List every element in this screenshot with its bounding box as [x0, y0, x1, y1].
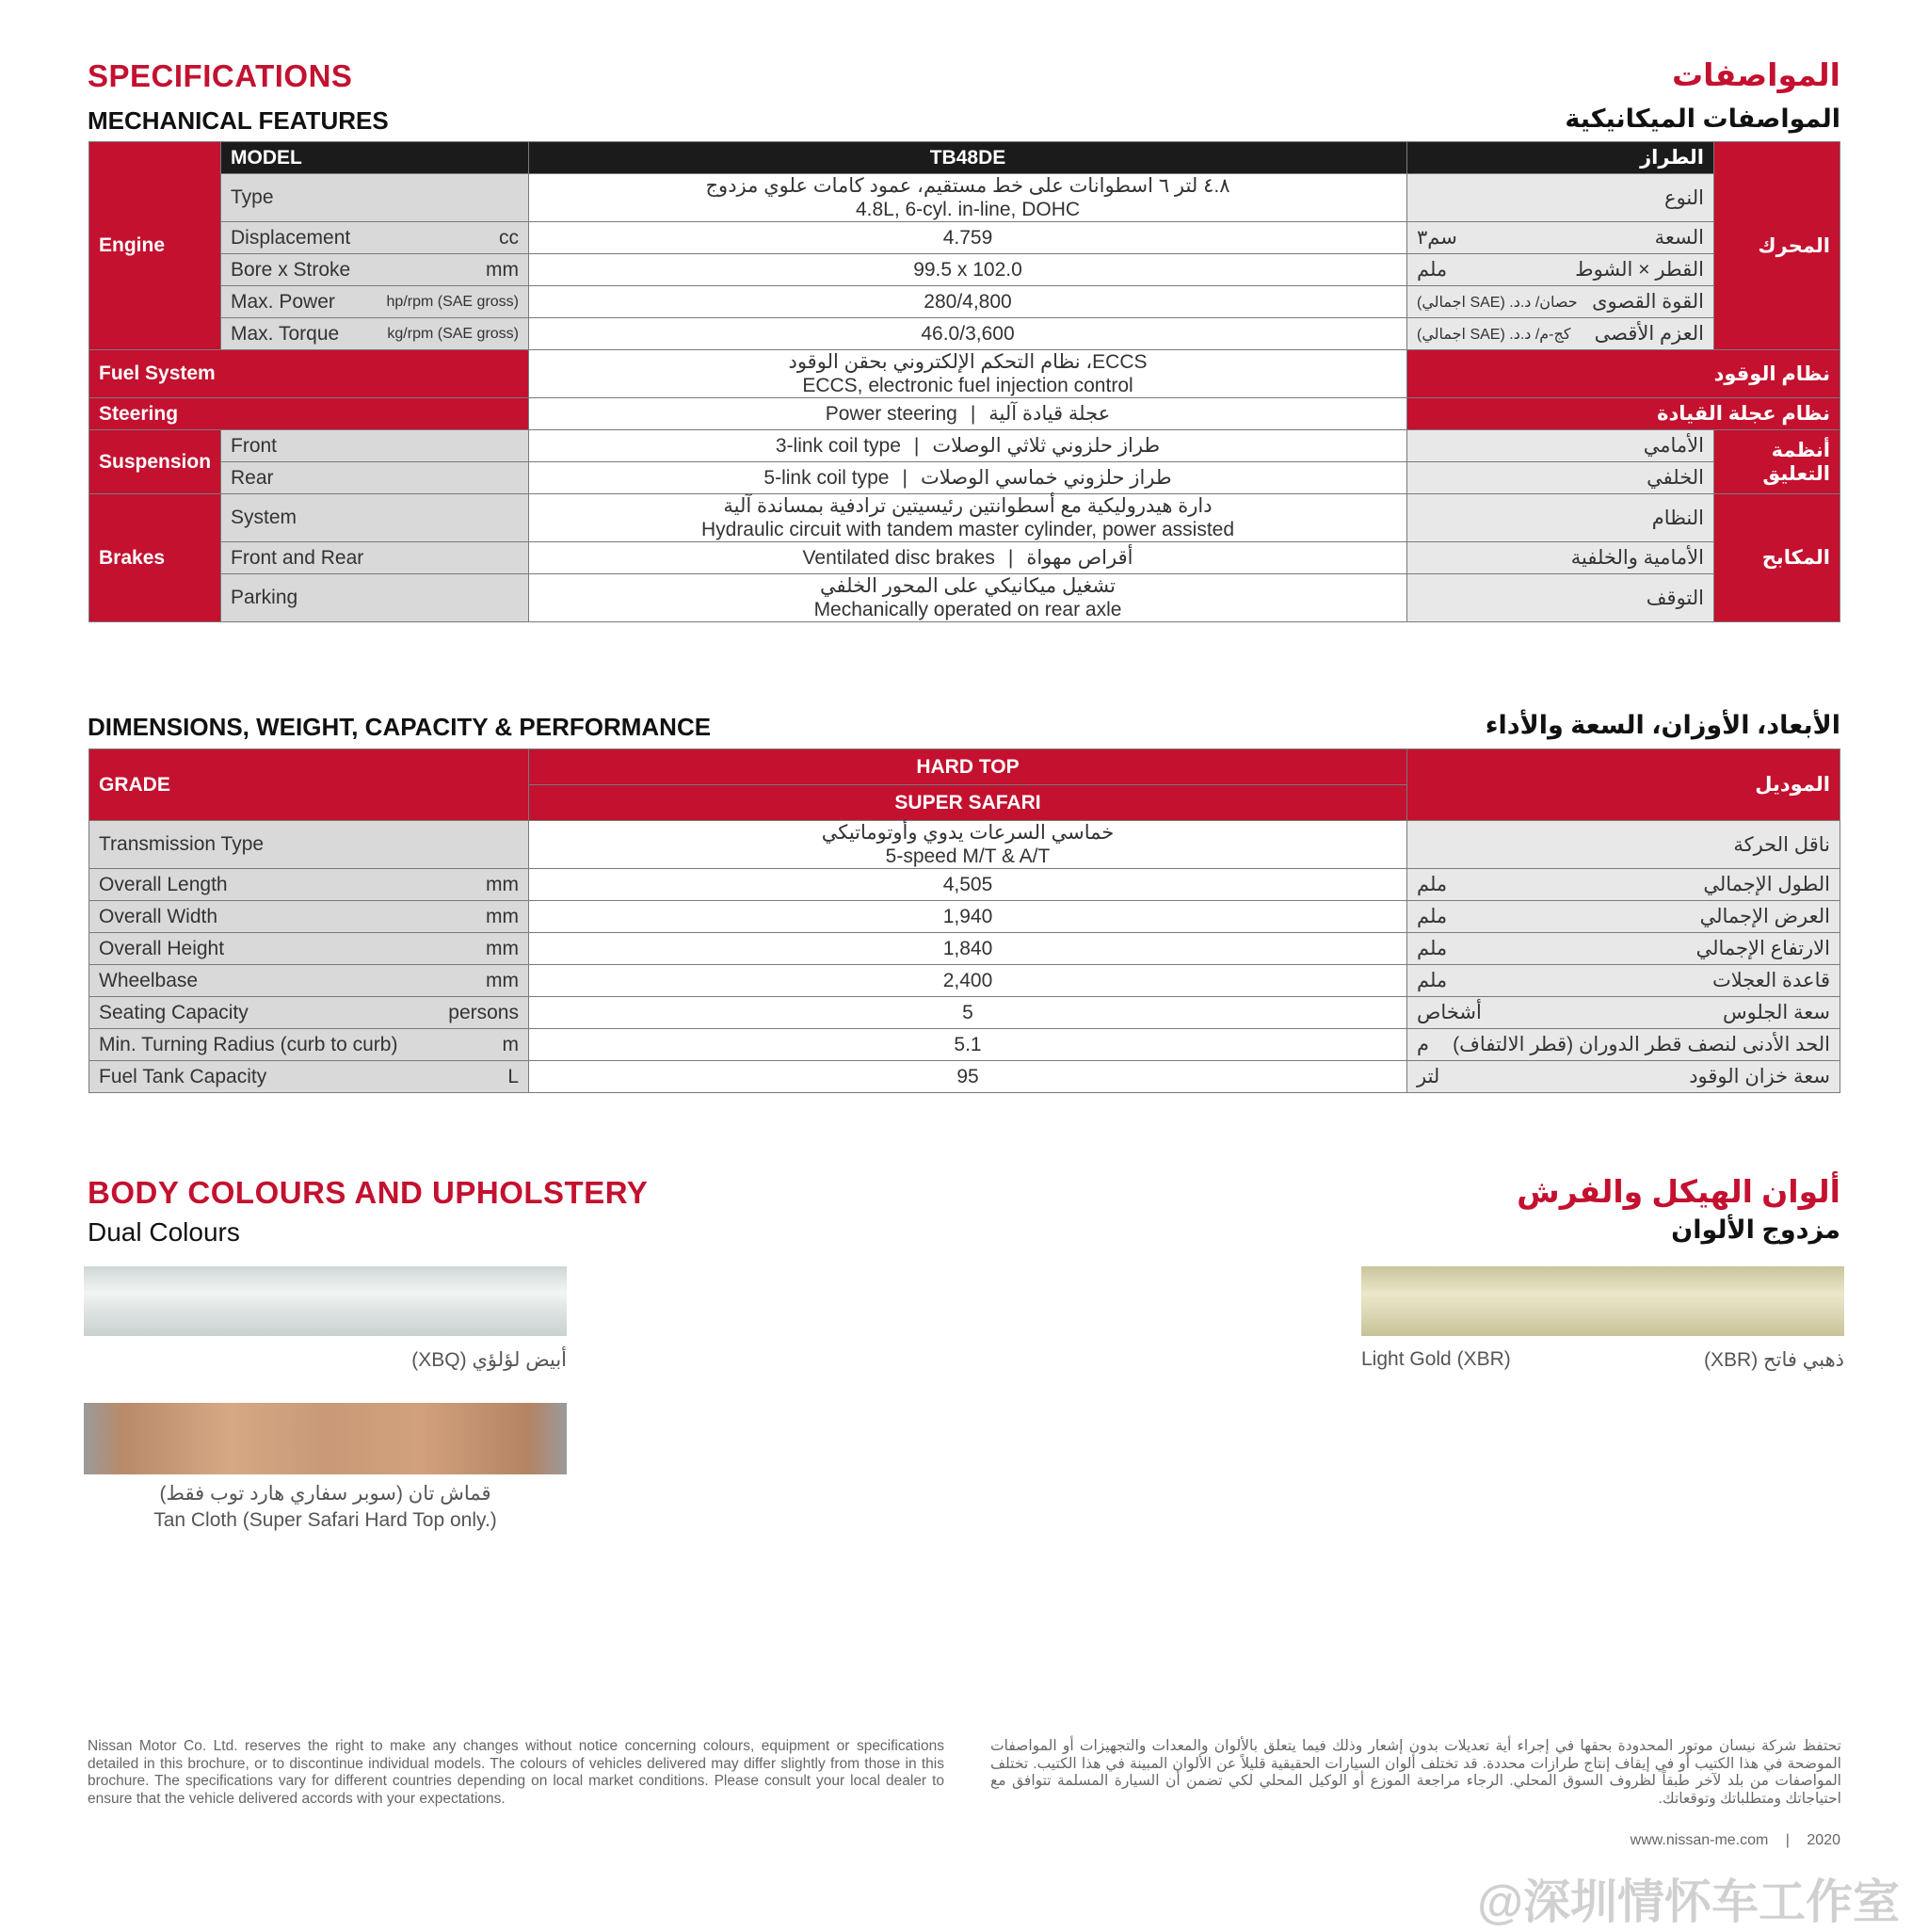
disclaimer-ar: تحتفظ شركة نيسان موتور المحدودة بحقها في إجراء أية تعديلات بدون إشعار وذلك فيما يتعلق بالألوان والمعدات والتجهيزات أو المواصفات الموضحة في هذا الكتيب أو في إيقاف إنتاج طرازات محددة. قد تختلف ألوان السيارات الحقيقية قليلاً عن الألوان المبينة في هذا الكتيب. تختلف المواصفات من بلد لآخر طبقاً لظروف السوق المحلي. الرجاء مراجعة الموزع أو الوكيل المحلي لكي تضمن أن السيارة المسلمة تتوافق مع احتياجاتك ومتطلباتك وتوقعاتك.	[990, 1738, 1841, 1807]
wheelbase-unit-ar: ملم	[1417, 970, 1448, 991]
footer-links	[1631, 1832, 1840, 1849]
watermark: @深圳情怀车工作室	[1477, 1876, 1900, 1928]
type-value-ar: ٤.٨ لتر ٦ اسطوانات على خط مستقيم، عمود كامات علوي مزدوج	[705, 175, 1230, 197]
type-value-en: 4.8L, 6-cyl. in-line, DOHC	[855, 199, 1081, 220]
seating-capacity-label: Seating Capacity	[99, 1001, 249, 1023]
specifications-title: SPECIFICATIONS	[88, 58, 353, 93]
brakes-label: Brakes	[89, 494, 221, 622]
front-suspension-value-ar: طراز حلزوني ثلاثي الوصلات	[932, 435, 1161, 457]
overall-length-unit-ar: ملم	[1417, 874, 1448, 895]
body-colours-title-ar: ألوان الهيكل والفرش	[1517, 1174, 1840, 1209]
light-gold-caption: Light Gold (XBR)	[1361, 1348, 1511, 1370]
super-safari-header: SUPER SAFARI	[529, 785, 1407, 821]
steering-value-ar: عجلة قيادة آلية	[988, 403, 1111, 425]
suspension-label-ar: أنظمة التعليق	[1714, 430, 1840, 494]
max-power-label: Max. Power	[231, 290, 335, 313]
grade-label-ar: الموديل	[1407, 749, 1840, 821]
table-row	[89, 749, 1840, 785]
brake-system-label-ar: النظام	[1407, 494, 1714, 542]
mechanical-features-title-ar: المواصفات الميكانيكية	[1565, 105, 1840, 133]
fuel-system-label: Fuel System	[89, 350, 529, 398]
max-torque-unit-ar: كج-م/ د.د. (SAE اجمالي)	[1417, 326, 1571, 343]
overall-height-label-ar: الارتفاع الإجمالي	[1695, 938, 1830, 959]
type-label-ar: النوع	[1407, 174, 1714, 222]
fuel-tank-unit-ar: لتر	[1417, 1066, 1440, 1087]
rear-suspension-label-ar: الخلفي	[1407, 462, 1714, 494]
seating-capacity-unit-ar: أشخاص	[1417, 1002, 1482, 1023]
overall-width-value: 1,940	[529, 901, 1407, 933]
max-power-unit-ar: حصان/ د.د. (SAE اجمالي)	[1417, 294, 1578, 311]
transmission-value	[529, 821, 1407, 869]
dual-colours-label-ar: مزدوج الألوان	[1671, 1216, 1840, 1244]
max-power-value: 280/4,800	[529, 286, 1407, 318]
overall-length-value: 4,505	[529, 869, 1407, 901]
light-gold-caption-ar: ذهبي فاتح (XBR)	[1704, 1349, 1844, 1371]
steering-value: Power steering | عجلة قيادة آلية	[529, 398, 1407, 430]
overall-height-value: 1,840	[529, 933, 1407, 965]
max-torque-value: 46.0/3,600	[529, 318, 1407, 350]
front-rear-brakes-label: Front and Rear	[221, 542, 529, 574]
engine-label: Engine	[89, 142, 221, 350]
overall-length-label-ar: الطول الإجمالي	[1703, 874, 1830, 895]
disclaimer-en: Nissan Motor Co. Ltd. reserves the right to make any changes without notice concerning colours, equipment or specifications detailed in this brochure, or to discontinue individual models. The colours of vehicles delivered may differ slightly from those in this brochure. The specifications vary for different countries depending on local market conditions. Please consult your local dealer to ensure that the vehicle delivered accords with your expectations.	[88, 1738, 944, 1807]
table-row	[89, 869, 1840, 901]
max-torque-label-ar: العزم الأقصى	[1594, 323, 1704, 345]
bore-stroke-label: Bore x Stroke	[231, 258, 351, 281]
overall-length-label: Overall Length	[99, 873, 228, 895]
table-row	[89, 222, 1840, 254]
seating-capacity-value: 5	[529, 997, 1407, 1029]
bore-stroke-unit: mm	[486, 258, 519, 281]
steering-value-en: Power steering	[825, 403, 957, 425]
seating-capacity-label-ar: سعة الجلوس	[1722, 1002, 1830, 1023]
parking-brake-label-ar: التوقف	[1407, 574, 1714, 622]
rear-suspension-value-en: 5-link coil type	[763, 467, 890, 489]
specifications-title-ar: المواصفات	[1671, 57, 1840, 92]
wheelbase-label-ar: قاعدة العجلات	[1711, 970, 1830, 991]
model-value: TB48DE	[529, 142, 1407, 174]
overall-width-unit: mm	[486, 905, 519, 927]
table-row	[89, 542, 1840, 574]
displacement-label: Displacement	[231, 226, 351, 249]
table-row	[89, 997, 1840, 1029]
table-row	[89, 901, 1840, 933]
overall-width-unit-ar: ملم	[1417, 906, 1448, 927]
dimensions-table	[88, 749, 1840, 1093]
model-label-ar: الطراز	[1407, 142, 1714, 174]
turning-radius-unit-ar: م	[1417, 1034, 1430, 1055]
displacement-label-ar: السعة	[1654, 227, 1704, 249]
displacement-unit: cc	[499, 226, 519, 249]
parking-brake-label: Parking	[221, 574, 529, 622]
hard-top-header: HARD TOP	[529, 749, 1407, 785]
body-colours-title: BODY COLOURS AND UPHOLSTERY	[88, 1175, 649, 1210]
max-torque-label: Max. Torque	[231, 322, 340, 345]
brake-system-value-en: Hydraulic circuit with tandem master cylinder, power assisted	[700, 519, 1235, 540]
rear-suspension-label: Rear	[221, 462, 529, 494]
tan-cloth-caption-ar: قماش تان (سوبر سفاري هارد توب فقط)	[159, 1483, 491, 1505]
table-row	[89, 398, 1840, 430]
light-gold-swatch	[1361, 1266, 1844, 1336]
tan-cloth-swatch	[84, 1403, 567, 1474]
table-row	[89, 821, 1840, 869]
parking-brake-value-ar: تشغيل ميكانيكي على المحور الخلفي	[820, 575, 1116, 597]
wheelbase-unit: mm	[486, 969, 519, 991]
brakes-label-ar: المكابح	[1714, 494, 1840, 622]
tan-cloth-caption: Tan Cloth (Super Safari Hard Top only.)	[153, 1509, 497, 1531]
fuel-system-value-en: ECCS, electronic fuel injection control	[802, 375, 1133, 396]
front-rear-brakes-label-ar: الأمامية والخلفية	[1407, 542, 1714, 574]
parking-brake-value-en: Mechanically operated on rear axle	[813, 599, 1122, 620]
fuel-tank-value: 95	[529, 1061, 1407, 1093]
fuel-system-label-ar: نظام الوقود	[1407, 350, 1840, 398]
table-row	[89, 494, 1840, 542]
parking-brake-value	[529, 574, 1407, 622]
front-rear-brakes-value-en: Ventilated disc brakes	[802, 547, 995, 569]
steering-label: Steering	[89, 398, 529, 430]
table-row	[89, 462, 1840, 494]
max-power-unit: hp/rpm (SAE gross)	[386, 293, 519, 310]
table-row	[89, 1061, 1840, 1093]
table-row	[89, 933, 1840, 965]
max-torque-unit: kg/rpm (SAE gross)	[387, 325, 519, 342]
table-row	[89, 142, 1840, 174]
transmission-label-ar: ناقل الحركة	[1407, 821, 1840, 869]
transmission-value-en: 5-speed M/T & A/T	[885, 845, 1051, 867]
type-label: Type	[221, 174, 529, 222]
overall-height-unit-ar: ملم	[1417, 938, 1448, 959]
front-suspension-value-en: 3-link coil type	[775, 435, 901, 457]
pearl-white-swatch	[84, 1266, 567, 1336]
overall-length-unit: mm	[486, 873, 519, 895]
transmission-value-ar: خماسي السرعات يدوي وأوتوماتيكي	[821, 822, 1115, 844]
brake-system-value	[529, 494, 1407, 542]
table-row	[89, 286, 1840, 318]
bore-stroke-value: 99.5 x 102.0	[529, 254, 1407, 286]
fuel-tank-label: Fuel Tank Capacity	[99, 1065, 267, 1087]
overall-width-label-ar: العرض الإجمالي	[1699, 906, 1830, 927]
front-suspension-label-ar: الأمامي	[1407, 430, 1714, 462]
footer-divider: |	[1785, 1832, 1790, 1848]
overall-width-label: Overall Width	[99, 905, 218, 927]
turning-radius-label-ar: الحد الأدنى لنصف قطر الدوران (قطر الالتفاف)	[1453, 1034, 1830, 1055]
bore-stroke-unit-ar: ملم	[1417, 259, 1448, 281]
engine-label-ar: المحرك	[1714, 142, 1840, 350]
seating-capacity-unit: persons	[448, 1001, 519, 1023]
dimensions-title-ar: الأبعاد، الأوزان، السعة والأداء	[1485, 711, 1840, 739]
mechanical-table	[88, 141, 1840, 622]
brake-system-value-ar: دارة هيدروليكية مع أسطوانتين رئيسيتين ترادفية بمساندة آلية	[723, 495, 1213, 517]
wheelbase-label: Wheelbase	[99, 969, 199, 991]
table-row	[89, 254, 1840, 286]
footer-year: 2020	[1807, 1832, 1840, 1848]
turning-radius-unit: m	[502, 1033, 519, 1055]
transmission-label: Transmission Type	[89, 821, 529, 869]
suspension-label: Suspension	[89, 430, 221, 494]
displacement-value: 4.759	[529, 222, 1407, 254]
max-power-label-ar: القوة القصوى	[1592, 291, 1704, 313]
wheelbase-value: 2,400	[529, 965, 1407, 997]
table-row	[89, 318, 1840, 350]
brake-system-label: System	[221, 494, 529, 542]
table-row	[89, 965, 1840, 997]
front-suspension-value: 3-link coil type | طراز حلزوني ثلاثي الوصلات	[529, 430, 1407, 462]
overall-height-unit: mm	[486, 937, 519, 959]
model-label: MODEL	[221, 142, 529, 174]
front-rear-brakes-value-ar: أقراص مهواة	[1026, 547, 1133, 569]
rear-suspension-value: 5-link coil type | طراز حلزوني خماسي الوصلات	[529, 462, 1407, 494]
table-row	[89, 574, 1840, 622]
bore-stroke-label-ar: القطر × الشوط	[1575, 259, 1704, 281]
dimensions-title: DIMENSIONS, WEIGHT, CAPACITY & PERFORMANCE	[88, 713, 712, 741]
fuel-system-value-ar: ECCS، نظام التحكم الإلكتروني بحقن الوقود	[788, 351, 1148, 373]
turning-radius-label: Min. Turning Radius (curb to curb)	[99, 1033, 398, 1055]
steering-label-ar: نظام عجلة القيادة	[1407, 398, 1840, 430]
website-link[interactable]: www.nissan-me.com	[1630, 1832, 1769, 1848]
front-suspension-label: Front	[221, 430, 529, 462]
table-row	[89, 1029, 1840, 1061]
pearl-white-caption: أبيض لؤلؤي (XBQ)	[411, 1349, 567, 1371]
dual-colours-label: Dual Colours	[88, 1217, 240, 1247]
overall-height-label: Overall Height	[99, 937, 225, 959]
displacement-unit-ar: سم٣	[1417, 227, 1457, 249]
turning-radius-value: 5.1	[529, 1029, 1407, 1061]
mechanical-features-title: MECHANICAL FEATURES	[88, 106, 389, 135]
table-row	[89, 350, 1840, 398]
rear-suspension-value-ar: طراز حلزوني خماسي الوصلات	[920, 467, 1172, 489]
table-row	[89, 174, 1840, 222]
table-row	[89, 430, 1840, 462]
fuel-tank-unit: L	[507, 1065, 519, 1087]
fuel-system-value	[529, 350, 1407, 398]
grade-label: GRADE	[89, 749, 529, 821]
front-rear-brakes-value: Ventilated disc brakes | أقراص مهواة	[529, 542, 1407, 574]
fuel-tank-label-ar: سعة خزان الوقود	[1689, 1066, 1830, 1087]
type-value	[529, 174, 1407, 222]
